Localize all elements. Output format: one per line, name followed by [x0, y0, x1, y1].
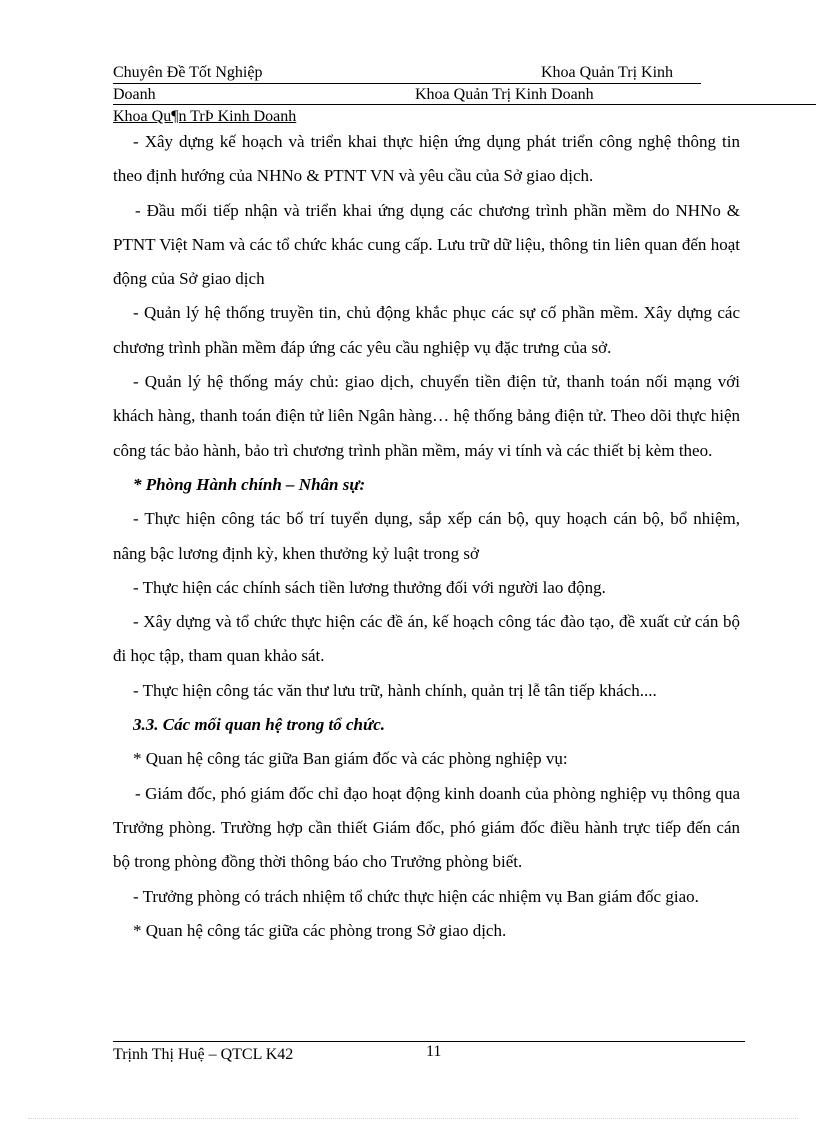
- paragraph-7: - Xây dựng và tổ chức thực hiện các đề án, kế hoạch công tác đào tạo, đề xuất cử cán bộ đi học tập, tham quan khảo sát.: [113, 612, 740, 666]
- paragraph-9: * Quan hệ công tác giữa Ban giám đốc và các phòng nghiệp vụ:: [133, 749, 568, 769]
- section-heading-3-3: 3.3. Các mối quan hệ trong tổ chức.: [133, 715, 385, 735]
- paragraph-1: - Xây dựng kế hoạch và triển khai thực hiện ứng dụng phát triển công nghệ thông tin theo định hướng của NHNo & PTNT VN và yêu cầu của Sở giao dịch.: [113, 132, 740, 186]
- header-line2-left: Doanh: [113, 86, 156, 103]
- header-rule-2: [113, 104, 816, 105]
- section-heading-hr: * Phòng Hành chính – Nhân sự:: [133, 474, 366, 494]
- header-line3: Khoa Qu¶n TrÞ Kinh Doanh: [113, 108, 297, 125]
- paragraph-12: * Quan hệ công tác giữa các phòng trong Sở giao dịch.: [133, 920, 507, 940]
- header-left-title: Chuyên Đề Tốt Nghiệp: [113, 64, 263, 81]
- page-edge-dotted-line: [28, 1118, 798, 1119]
- paragraph-2: - Đầu mối tiếp nhận và triển khai ứng dụng các chương trình phần mềm do NHNo & PTNT Việt Nam và các tổ chức khác cung cấp. Lưu trữ dữ liệu, thông tin liên quan đến hoạt động của Sở giao dịch: [113, 200, 740, 289]
- header-right-title: Khoa Quản Trị Kinh: [541, 64, 674, 81]
- paragraph-5: - Thực hiện công tác bố trí tuyển dụng, sắp xếp cán bộ, quy hoạch cán bộ, bổ nhiệm, nâng bậc lương định kỳ, khen thưởng kỷ luật trong sở: [113, 509, 740, 563]
- paragraph-8: - Thực hiện công tác văn thư lưu trữ, hành chính, quản trị lễ tân tiếp khách....: [133, 680, 657, 700]
- document-body: [113, 125, 740, 948]
- header-rule-1: [113, 83, 701, 84]
- footer-page-number: 11: [426, 1043, 442, 1060]
- paragraph-4: - Quản lý hệ thống máy chủ: giao dịch, chuyển tiền điện tử, thanh toán nối mạng với khách hàng, thanh toán điện tử liên Ngân hàng… hệ thống bảng điện tử. Theo dõi thực hiện công tác bảo hành, bảo trì chương trình phần mềm, máy vi tính và các thiết bị kèm theo.: [113, 372, 740, 460]
- footer-rule: [113, 1041, 745, 1042]
- paragraph-3: - Quản lý hệ thống truyền tin, chủ động khắc phục các sự cố phần mềm. Xây dựng các chương trình phần mềm đáp ứng các yêu cầu nghiệp vụ đặc trưng của sở.: [113, 303, 740, 357]
- paragraph-10: - Giám đốc, phó giám đốc chỉ đạo hoạt động kinh doanh của phòng nghiệp vụ thông qua Trưởng phòng. Trường hợp cần thiết Giám đốc, phó giám đốc điều hành trực tiếp đến cán bộ trong phòng đồng thời thông báo cho Trưởng phòng biết.: [113, 783, 740, 872]
- header-line2-right: Khoa Quản Trị Kinh Doanh: [415, 86, 594, 103]
- paragraph-11: - Trưởng phòng có trách nhiệm tổ chức thực hiện các nhiệm vụ Ban giám đốc giao.: [133, 886, 699, 906]
- paragraph-6: - Thực hiện các chính sách tiền lương thưởng đối với người lao động.: [133, 577, 606, 597]
- footer-author: Trịnh Thị Huệ – QTCL K42: [113, 1046, 294, 1063]
